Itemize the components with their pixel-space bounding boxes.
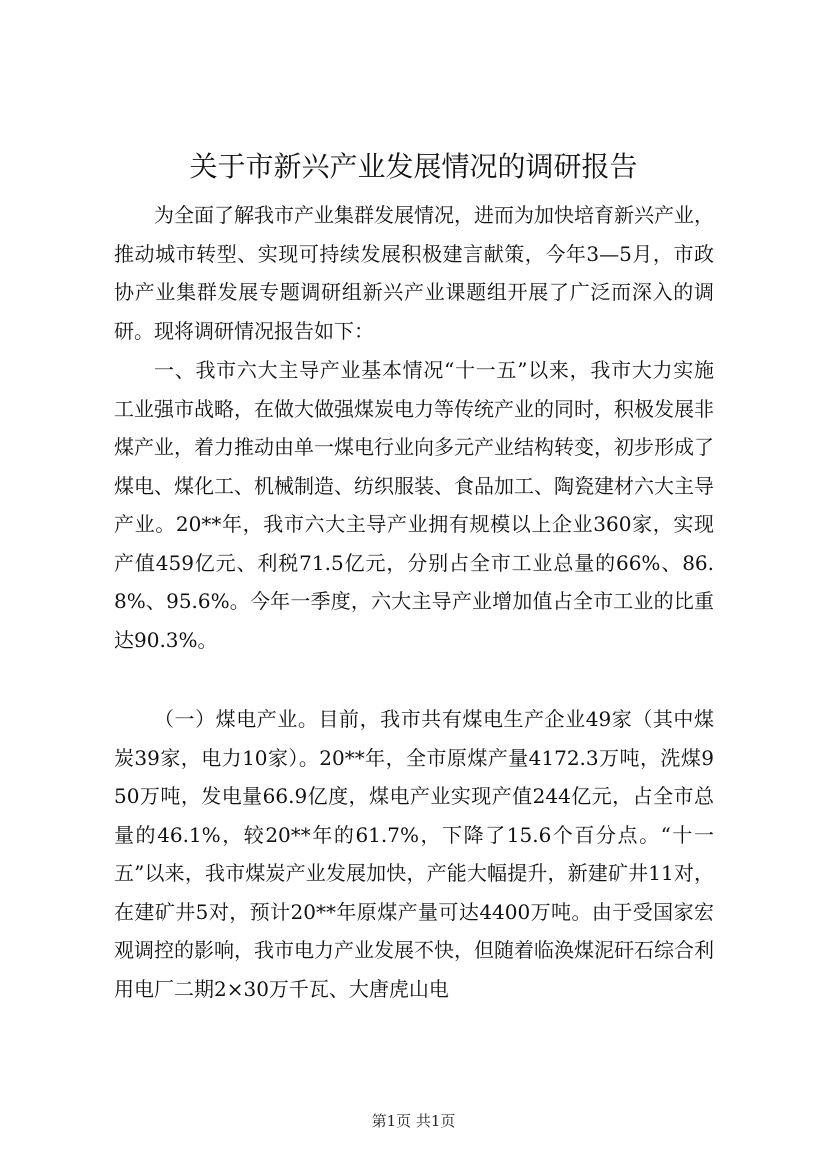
paragraph-intro: 为全面了解我市产业集群发展情况，进而为加快培育新兴产业，推动城市转型、实现可持续发展积极建言献策，今年3—5月，市政协产业集群发展专题调研组新兴产业课题组开展了广泛而深入的调研。现将调研情况报告如下： xyxy=(114,203,714,343)
page-footer: 第1页 共1页 xyxy=(371,1112,456,1130)
paragraph-coal-power: （一）煤电产业。目前，我市共有煤电生产企业49家（其中煤炭39家，电力10家）。20**年，全市原煤产量4172.3万吨，洗煤950万吨，发电量66.9亿度，煤电产业实现产值244亿元，占全市总量的46.1%，较20**年的61.7%，下降了15.6个百分点。“十一五”以来，我市煤炭产业发展加快，产能大幅提升，新建矿井11对，在建矿井5对，预计20**年原煤产量可达4400万吨。由于受国家宏观调控的影响，我市电力产业发展不快，但随着临涣煤泥矸石综合利用电厂二期2×30万千瓦、大唐虎山电 xyxy=(114,707,714,1001)
document-title: 关于市新兴产业发展情况的调研报告 xyxy=(189,150,638,183)
paragraph-section-one: 一、我市六大主导产业基本情况“十一五”以来，我市大力实施工业强市战略，在做大做强煤炭电力等传统产业的同时，积极发展非煤产业，着力推动由单一煤电行业向多元产业结构转变，初步形成了煤电、煤化工、机械制造、纺织服装、食品加工、陶瓷建材六大主导产业。20**年，我市六大主导产业拥有规模以上企业360家，实现产值459亿元、利税71.5亿元，分别占全市工业总量的66%、86.8%、95.6%。今年一季度，六大主导产业增加值占全市工业的比重达90.3%。 xyxy=(114,358,714,652)
